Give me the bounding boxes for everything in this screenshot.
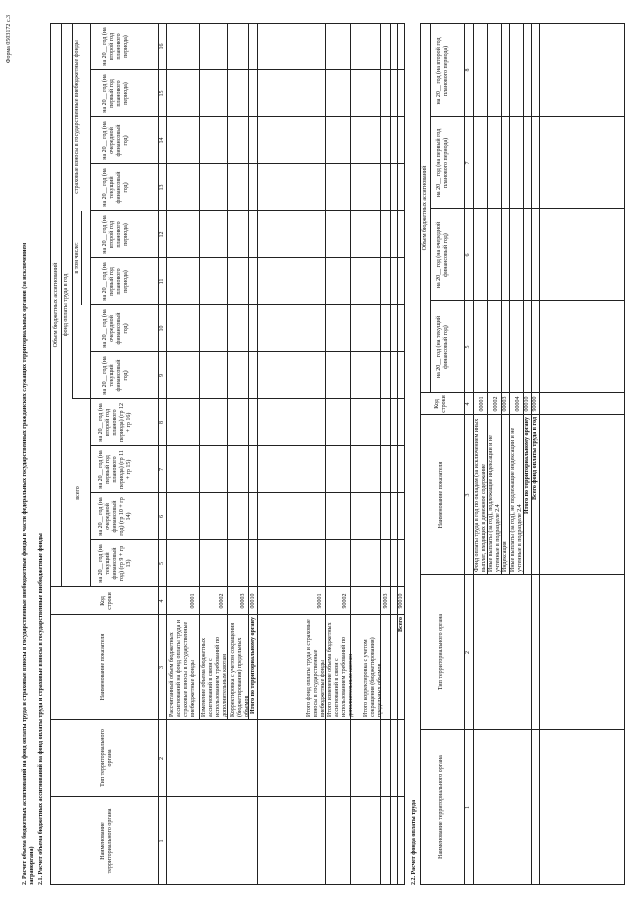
section-heading: 2. Расчет объема бюджетных ассигнований на фонд оплаты труда и страховые взносы в государственные внебюджетные фонды в части федеральных государственных гражданских служащих территориальных органов (за исключением	[22, 242, 28, 885]
col-header-8: на 20__ год (на второй год планового периода) (гр 12 + гр 16)	[98, 402, 132, 443]
summary-row-label: Всего	[398, 617, 404, 632]
col-number: 11	[159, 278, 165, 285]
section-heading-cont: заграноргана)	[29, 846, 35, 885]
col-header-indicator: Наименование показателя	[438, 461, 444, 529]
col-header-11: на 20__ год (на первый год планового периода)	[102, 262, 129, 301]
col-header-code: Код строки	[100, 592, 113, 610]
col-header-org-type: Тип территориального органа	[100, 729, 113, 787]
summary-row-code: 90001	[317, 593, 323, 609]
table-2-1	[50, 23, 405, 885]
col-header-8: на 20__ год (на второй год планового периода)	[436, 37, 449, 105]
table-row-label: Всего фонд оплаты труда в год	[532, 417, 538, 501]
col-header-fot: фонд оплаты труда в год	[63, 273, 69, 337]
col-header-indicator: Наименование показателя	[100, 633, 106, 701]
table-row-label: Итого по территориальному органу	[250, 617, 256, 715]
col-number: 7	[159, 468, 165, 471]
summary-row-label: Итого корректировка с учетом сокращения (бюджетирования) предельных объемов	[363, 637, 383, 717]
col-number: 1	[465, 806, 471, 809]
table-row-label: Фонд оплаты труда в год по окладам (за исключением иных выплат, входящих в денежное содержание	[474, 418, 487, 572]
summary-row-code: 90003	[383, 593, 389, 609]
col-header-org-type: Тип территориального органа	[438, 613, 444, 691]
table-row-code: 00002	[493, 396, 499, 412]
col-header-total: всего	[75, 486, 81, 500]
col-header-7: на 20__ год (на первый год планового периода) (гр 11 + гр 15)	[98, 450, 132, 489]
col-header-volume: Объем бюджетных ассигнований	[422, 165, 428, 251]
col-number: 1	[159, 839, 165, 843]
summary-row-code: 90010	[398, 593, 404, 609]
col-header-5: на 20__ год (на текущий финансовый год)	[436, 315, 449, 379]
col-header-7: на 20__ год (на первый год планового периода)	[436, 128, 449, 198]
table-row-code: 00003	[240, 593, 246, 609]
col-number: 2	[159, 757, 165, 760]
col-number: 4	[159, 599, 165, 603]
subsection-2-2-title: 2.2. Расчет фонда оплаты труда	[411, 799, 417, 885]
table-row-label: Индексация	[502, 541, 508, 572]
col-number: 2	[465, 651, 471, 654]
table-row-code: 00010	[524, 396, 530, 412]
col-number: 5	[159, 562, 165, 565]
summary-row-label: Итого фонд оплаты труда и страховые взносы в государственные внебюджетные фонды	[306, 619, 326, 717]
subsection-2-1-title: 2.1. Расчет объема бюджетных ассигнований на фонд оплаты труда и страховые взносы в государственные внебюджетные фонды	[38, 533, 44, 885]
col-number: 13	[159, 184, 165, 191]
summary-row-code: 90002	[342, 593, 348, 609]
col-number: 9	[159, 374, 165, 377]
col-number: 16	[159, 43, 165, 50]
col-header-insurance: страховые взносы в государственные внебюджетные фонды	[74, 40, 80, 194]
col-header-volume: Объем бюджетных ассигнований	[53, 262, 59, 348]
table-row-code: 00002	[219, 593, 225, 609]
col-header-14: на 20__ год (на очередной финансовый год)	[102, 121, 129, 160]
col-number: 3	[465, 493, 471, 497]
col-number: 10	[159, 325, 165, 332]
col-number: 8	[465, 68, 471, 72]
table-row-code: 90000	[532, 396, 538, 412]
col-header-org-name: Наименование территориального органа	[100, 808, 113, 874]
col-header-9: на 20__ год (на текущий финансовый год)	[102, 356, 129, 395]
table-row-label: Иные выплаты (за год), не подлежащие индексации и не учтенные в подразделе 2.4	[510, 427, 523, 572]
col-header-12: на 20__ год (на второй год планового периода)	[102, 215, 129, 254]
col-header-6: на 20__ год (на очередной финансовый год) (гр 10 + гр 14)	[98, 497, 132, 536]
col-number: 14	[159, 137, 165, 144]
col-number: 5	[465, 345, 471, 349]
col-header-6: на 20__ год (на очередной финансовый год)	[436, 221, 449, 289]
table-row-code: 00003	[502, 396, 508, 412]
col-header-16: на 20__ год (на второй год планового периода)	[102, 27, 129, 66]
col-number: 3	[159, 666, 165, 669]
table-row-label: Итого по территориальному органу	[524, 417, 530, 515]
col-number: 12	[159, 231, 165, 238]
col-header-15: на 20__ год (на первый год планового периода)	[102, 74, 129, 113]
summary-row-label: Итого изменение объема бюджетных ассигнований в связи с использованием требований по дополнительным квотам	[327, 622, 354, 717]
table-row-code: 00004	[515, 396, 521, 412]
col-header-code: Код строки	[434, 395, 447, 413]
table-row-label: Рассчитанный объем бюджетных ассигнований на фонд оплаты труда и страховые взносы в государственные внебюджетные фонды	[169, 620, 196, 717]
col-header-5: на 20__ год (на текущий финансовый год) (гр 9 + гр 13)	[98, 544, 132, 583]
table-row-code: 00001	[479, 396, 485, 412]
col-header-13: на 20__ год (на текущий финансовый год)	[102, 168, 129, 207]
col-number: 6	[159, 515, 165, 518]
table-row-code: 00010	[250, 593, 256, 609]
table-row-code: 00001	[190, 593, 196, 609]
col-number: 6	[465, 253, 471, 257]
col-header-10: на 20__ год (на очередной финансовый год)	[102, 309, 129, 348]
table-row-label: Изменение объема бюджетных ассигнований в связи с использованием требований по дополнительным квотам	[201, 636, 228, 717]
col-header-org-name: Наименование территориального органа	[438, 755, 444, 859]
form-label: Форма 0503172 с.3	[6, 15, 12, 64]
col-number: 8	[159, 421, 165, 424]
table-row-label: Корректировка с учетом сокращения (бюджетирования) предельных объемов	[230, 622, 250, 717]
col-number: 4	[465, 402, 471, 406]
table-2-2	[420, 23, 625, 885]
col-number: 15	[159, 90, 165, 97]
table-row-label: Иные выплаты (за год), подлежащие индексации и не учтенные в подразделе 2.4	[488, 435, 501, 572]
col-header-incl: в том числе:	[74, 242, 80, 274]
col-number: 7	[465, 161, 471, 165]
